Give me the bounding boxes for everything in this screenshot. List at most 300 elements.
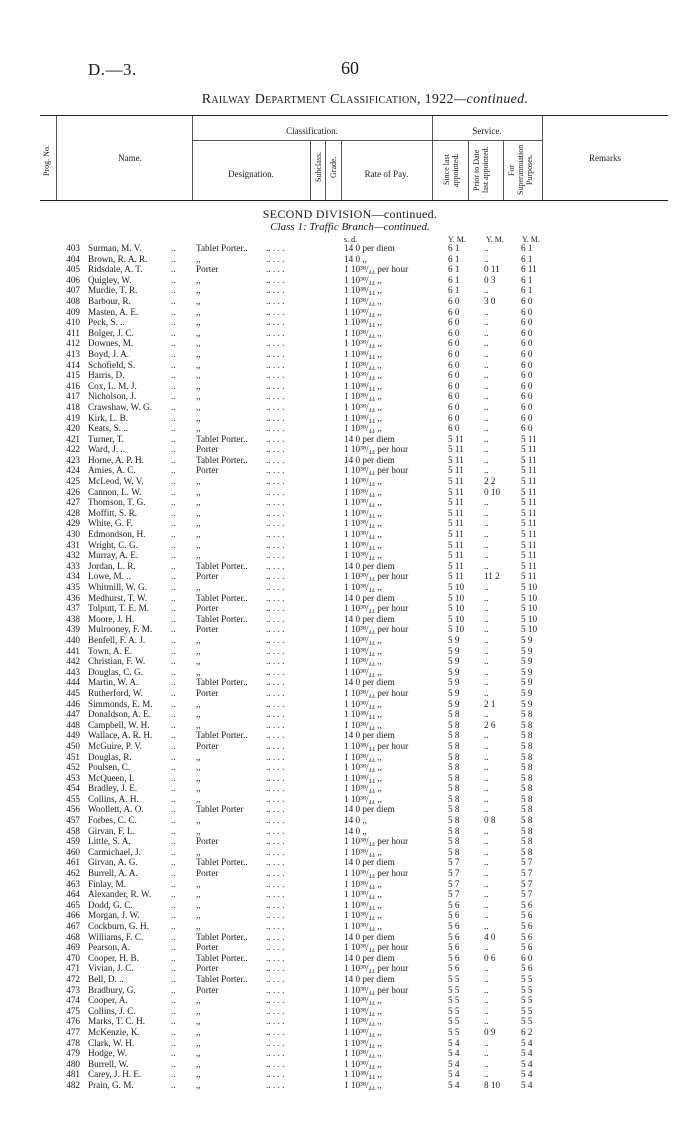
leader-dots: .. . . . <box>266 253 285 264</box>
designation-cell: ,, <box>196 656 201 667</box>
prog-no-cell: 455 <box>66 793 80 804</box>
rate-cell: 1 10³⁸/₄₄ ,, <box>344 645 382 656</box>
table-row <box>0 571 700 582</box>
leader-dots: .. <box>171 370 176 381</box>
leader-dots: .. . . . <box>266 529 285 540</box>
title-suffix: —continued. <box>453 92 529 107</box>
prog-no-cell: 419 <box>66 412 80 423</box>
leader-dots: .. <box>171 804 176 815</box>
since-last-cell: 6 0 <box>448 370 460 381</box>
leader-dots: .. <box>171 815 176 826</box>
since-last-cell: 5 11 <box>448 518 464 529</box>
title-text: Railway Department Classification, 1922 <box>201 92 454 107</box>
leader-dots: .. <box>171 687 176 698</box>
super-cell: 5 10 <box>521 592 538 603</box>
prior-cell: .. <box>484 645 489 656</box>
table-row <box>0 1080 700 1091</box>
super-cell: 5 5 <box>521 973 533 984</box>
table-row <box>0 752 700 763</box>
since-last-cell: 5 11 <box>448 497 464 508</box>
leader-dots: .. . . . <box>266 433 285 444</box>
name-cell: Turner, T. <box>88 433 124 444</box>
leader-dots: .. . . . <box>266 931 285 942</box>
designation-cell: ,, <box>196 412 201 423</box>
name-cell: Bell, D. .. <box>88 973 124 984</box>
leader-dots: .. . . . <box>266 550 285 561</box>
rate-cell: 1 10³⁸/₄₄ ,, <box>344 550 382 561</box>
prior-cell: .. <box>484 1016 489 1027</box>
super-cell: 5 11 <box>521 444 537 455</box>
leader-dots: .. . . . <box>266 454 285 465</box>
table-row <box>0 794 700 805</box>
leader-dots: .. <box>171 921 176 931</box>
designation-cell: Porter <box>196 984 219 995</box>
prior-cell: .. <box>484 465 489 476</box>
header-designation: Designation. <box>228 169 274 179</box>
prog-no-cell: 451 <box>66 751 80 762</box>
since-last-cell: 5 9 <box>448 645 460 656</box>
since-last-cell: 5 9 <box>448 656 460 667</box>
leader-dots: .. <box>171 338 176 349</box>
table-row <box>0 1059 700 1070</box>
rate-cell: 1 10³⁸/₄₄ ,, <box>344 889 382 900</box>
leader-dots: .. . . . <box>266 423 285 434</box>
header-prog-no: Prog. No. <box>42 145 51 177</box>
prior-cell: .. <box>484 793 489 804</box>
rate-cell: 1 10³⁸/₄₄ ,, <box>344 370 382 381</box>
rate-cell: 14 0 per diem <box>344 243 395 253</box>
designation-cell: ,, <box>196 762 201 773</box>
table-body <box>0 243 700 1091</box>
name-cell: Douglas, C. G. <box>88 666 143 677</box>
leader-dots: .. <box>171 995 176 1006</box>
leader-dots: .. <box>171 274 176 285</box>
super-cell: 5 9 <box>521 645 533 656</box>
table-row <box>0 836 700 847</box>
prog-no-cell: 435 <box>66 582 80 592</box>
designation-cell: ,, <box>196 370 201 381</box>
leader-dots: .. <box>171 1037 176 1048</box>
designation-cell: ,, <box>196 910 201 921</box>
table-row <box>0 381 700 392</box>
table-row <box>0 1016 700 1027</box>
prior-cell: .. <box>484 401 489 412</box>
table-row <box>0 868 700 879</box>
designation-cell: ,, <box>196 878 201 889</box>
table-row <box>0 550 700 561</box>
prog-no-cell: 457 <box>66 815 80 826</box>
super-cell: 5 11 <box>521 465 537 476</box>
since-last-cell: 6 1 <box>448 253 460 264</box>
leader-dots: .. . . . <box>266 1016 285 1027</box>
since-last-cell: 5 5 <box>448 973 460 984</box>
leader-dots: .. . . . <box>266 391 285 402</box>
super-cell: 5 8 <box>521 719 533 730</box>
leader-dots: .. . . . <box>266 603 285 614</box>
table-row <box>0 275 700 286</box>
since-last-cell: 5 11 <box>448 433 464 444</box>
prior-cell: .. <box>484 253 489 264</box>
table-row <box>0 857 700 868</box>
prog-no-cell: 481 <box>66 1069 80 1080</box>
since-last-cell: 6 1 <box>448 243 460 253</box>
prog-no-cell: 475 <box>66 1005 80 1016</box>
super-cell: 5 7 <box>521 889 533 900</box>
rate-cell: 1 10³⁸/₄₄ ,, <box>344 391 382 402</box>
prior-cell: .. <box>484 963 489 974</box>
prior-cell: .. <box>484 1069 489 1080</box>
rate-cell: 1 10³⁸/₄₄ ,, <box>344 899 382 910</box>
since-last-cell: 6 0 <box>448 423 460 434</box>
designation-cell: ,, <box>196 486 201 497</box>
table-row <box>0 529 700 540</box>
name-cell: Benfell, F. A. J. <box>88 634 146 645</box>
prog-no-cell: 464 <box>66 889 80 900</box>
leader-dots: .. <box>171 825 176 836</box>
super-cell: 5 5 <box>521 1005 533 1016</box>
designation-cell: ,, <box>196 1058 201 1069</box>
prog-no-cell: 424 <box>66 465 80 476</box>
prog-no-cell: 410 <box>66 317 80 328</box>
prior-cell: .. <box>484 338 489 349</box>
prog-no-cell: 467 <box>66 921 80 931</box>
table-row <box>0 561 700 572</box>
leader-dots: .. . . . <box>266 412 285 423</box>
since-last-cell: 5 6 <box>448 952 460 963</box>
leader-dots: .. <box>171 582 176 592</box>
prior-cell: .. <box>484 677 489 688</box>
rate-cell: 14 0 per diem <box>344 730 395 741</box>
leader-dots: .. <box>171 253 176 264</box>
name-cell: Tolputt, T. E. M. <box>88 603 150 614</box>
leader-dots: .. . . . <box>266 274 285 285</box>
super-cell: 5 8 <box>521 772 533 783</box>
since-last-cell: 5 11 <box>448 550 464 561</box>
prior-cell: .. <box>484 942 489 953</box>
rate-cell: 1 10³⁸/₄₄ ,, <box>344 348 382 359</box>
super-cell: 5 9 <box>521 698 533 709</box>
rate-cell: 1 10³⁸/₄₄ per hour <box>344 624 409 635</box>
prog-no-cell: 462 <box>66 868 80 879</box>
prog-no-cell: 406 <box>66 274 80 285</box>
super-cell: 5 8 <box>521 740 533 751</box>
name-cell: Cooper, H. B. <box>88 952 139 963</box>
super-cell: 5 11 <box>521 454 537 465</box>
name-cell: McQueen, I. <box>88 772 135 783</box>
prog-no-cell: 448 <box>66 719 80 730</box>
name-cell: Masten, A. E. <box>88 306 139 317</box>
leader-dots: .. <box>171 571 176 582</box>
prog-no-cell: 471 <box>66 963 80 974</box>
since-last-cell: 5 8 <box>448 740 460 751</box>
name-cell: Morgan, J. W. <box>88 910 140 921</box>
leader-dots: .. . . . <box>266 645 285 656</box>
rate-cell: 1 10³⁸/₄₄ ,, <box>344 1048 382 1059</box>
designation-cell: ,, <box>196 899 201 910</box>
prog-no-cell: 409 <box>66 306 80 317</box>
since-last-cell: 5 11 <box>448 465 464 476</box>
rate-cell: 14 0 per diem <box>344 952 395 963</box>
since-last-cell: 5 4 <box>448 1069 460 1080</box>
name-cell: Cooper, A. <box>88 995 128 1006</box>
super-cell: 5 8 <box>521 815 533 826</box>
rate-cell: 1 10³⁸/₄₄ per hour <box>344 740 409 751</box>
prior-cell: .. <box>484 804 489 815</box>
since-last-cell: 5 11 <box>448 539 464 550</box>
rate-units: s. d. <box>344 235 358 244</box>
prior-cell: .. <box>484 327 489 338</box>
leader-dots: .. . . . <box>266 836 285 847</box>
leader-dots: .. . . . <box>266 878 285 889</box>
since-last-cell: 5 4 <box>448 1058 460 1069</box>
rate-cell: 14 0 per diem <box>344 677 395 688</box>
prog-no-cell: 458 <box>66 825 80 836</box>
leader-dots: .. . . . <box>266 1037 285 1048</box>
designation-cell: ,, <box>196 751 201 762</box>
rate-cell: 1 10³⁸/₄₄ ,, <box>344 666 382 677</box>
prior-cell: .. <box>484 529 489 540</box>
table-row <box>0 942 700 953</box>
super-cell: 5 9 <box>521 656 533 667</box>
since-last-cell: 5 6 <box>448 899 460 910</box>
leader-dots: .. . . . <box>266 942 285 953</box>
prior-cell: .. <box>484 507 489 518</box>
leader-dots: .. <box>171 391 176 402</box>
name-cell: Cannon, L. W. <box>88 486 142 497</box>
super-cell: 5 11 <box>521 433 537 444</box>
table-row <box>0 614 700 625</box>
table-row <box>0 264 700 275</box>
rate-cell: 1 10³⁸/₄₄ ,, <box>344 762 382 773</box>
prior-cell: 0 11 <box>484 264 500 275</box>
prog-no-cell: 482 <box>66 1079 80 1090</box>
name-cell: Barbour, R. <box>88 295 131 306</box>
rate-cell: 1 10³⁸/₄₄ ,, <box>344 1079 382 1090</box>
super-cell: 5 6 <box>521 931 533 942</box>
prog-no-cell: 456 <box>66 804 80 815</box>
since-last-cell: 6 1 <box>448 274 460 285</box>
super-cell: 6 0 <box>521 952 533 963</box>
leader-dots: .. . . . <box>266 401 285 412</box>
leader-dots: .. <box>171 656 176 667</box>
leader-dots: .. <box>171 592 176 603</box>
since-last-cell: 5 10 <box>448 592 465 603</box>
rate-cell: 1 10³⁸/₄₄ ,, <box>344 1058 382 1069</box>
prog-no-cell: 440 <box>66 634 80 645</box>
leader-dots: .. . . . <box>266 243 285 253</box>
designation-cell: Porter <box>196 963 219 974</box>
prog-no-cell: 407 <box>66 285 80 296</box>
table-row <box>0 635 700 646</box>
leader-dots: .. . . . <box>266 486 285 497</box>
prog-no-cell: 437 <box>66 603 80 614</box>
super-cell: 6 0 <box>521 370 533 381</box>
designation-cell: ,, <box>196 529 201 540</box>
designation-cell: Porter <box>196 624 219 635</box>
super-cell: 6 0 <box>521 412 533 423</box>
leader-dots: .. <box>171 762 176 773</box>
prior-cell: 0 6 <box>484 952 496 963</box>
name-cell: Finlay, M. <box>88 878 126 889</box>
leader-dots: .. <box>171 709 176 720</box>
prior-units: Y. M. <box>486 235 504 244</box>
designation-cell: Porter <box>196 740 219 751</box>
table-row <box>0 413 700 424</box>
prior-cell: .. <box>484 550 489 561</box>
super-cell: 5 8 <box>521 836 533 847</box>
super-cell: 6 0 <box>521 359 533 370</box>
table-header <box>40 115 668 201</box>
leader-dots: .. . . . <box>266 624 285 635</box>
designation-cell: ,, <box>196 476 201 487</box>
name-cell: Keats, S. .. <box>88 423 128 434</box>
leader-dots: .. . . . <box>266 963 285 974</box>
name-cell: McKenzie, K. <box>88 1026 140 1037</box>
rate-cell: 14 0 per diem <box>344 973 395 984</box>
prior-cell: .. <box>484 285 489 296</box>
rate-cell: 1 10³⁸/₄₄ per hour <box>344 687 409 698</box>
leader-dots: .. . . . <box>266 709 285 720</box>
name-cell: Wallace, A. R. H. <box>88 730 153 741</box>
super-cell: 5 11 <box>521 476 537 487</box>
prog-no-cell: 412 <box>66 338 80 349</box>
super-cell: 6 0 <box>521 317 533 328</box>
leader-dots: .. <box>171 857 176 868</box>
since-last-cell: 5 6 <box>448 921 460 931</box>
rate-cell: 1 10³⁸/₄₄ ,, <box>344 295 382 306</box>
division-heading: SECOND DIVISION—continued. <box>262 207 438 221</box>
designation-cell: Porter <box>196 942 219 953</box>
leader-dots: .. . . . <box>266 1048 285 1059</box>
name-cell: Simmonds, E. M. <box>88 698 153 709</box>
header-grade: Grade. <box>329 156 338 178</box>
rate-cell: 1 10³⁸/₄₄ per hour <box>344 963 409 974</box>
rate-cell: 1 10³⁸/₄₄ ,, <box>344 1016 382 1027</box>
rate-cell: 14 0 per diem <box>344 454 395 465</box>
prior-cell: 0 10 <box>484 486 501 497</box>
name-cell: Bradbury, G. <box>88 984 136 995</box>
leader-dots: .. <box>171 401 176 412</box>
since-last-cell: 5 8 <box>448 825 460 836</box>
designation-cell: ,, <box>196 634 201 645</box>
leader-dots: .. <box>171 380 176 391</box>
prog-no-cell: 436 <box>66 592 80 603</box>
prog-no-cell: 425 <box>66 476 80 487</box>
leader-dots: .. <box>171 497 176 508</box>
leader-dots: .. . . . <box>266 783 285 794</box>
designation-cell: ,, <box>196 338 201 349</box>
prior-cell: .. <box>484 497 489 508</box>
name-cell: Moore, J. H. <box>88 613 135 624</box>
prior-cell: 3 0 <box>484 295 496 306</box>
designation-cell: Porter <box>196 444 219 455</box>
since-last-cell: 5 11 <box>448 529 464 540</box>
table-row <box>0 677 700 688</box>
rate-cell: 1 10³⁸/₄₄ ,, <box>344 772 382 783</box>
leader-dots: .. . . . <box>266 380 285 391</box>
table-row <box>0 423 700 434</box>
prog-no-cell: 447 <box>66 709 80 720</box>
designation-cell: ,, <box>196 825 201 836</box>
since-last-cell: 6 0 <box>448 359 460 370</box>
leader-dots: .. <box>171 836 176 847</box>
super-cell: 6 1 <box>521 285 533 296</box>
since-last-cell: 5 8 <box>448 709 460 720</box>
since-last-cell: 6 0 <box>448 317 460 328</box>
table-row <box>0 497 700 508</box>
prog-no-cell: 444 <box>66 677 80 688</box>
name-cell: Bolger, J. C. <box>88 327 134 338</box>
super-cell: 5 6 <box>521 910 533 921</box>
leader-dots: .. . . . <box>266 687 285 698</box>
since-last-cell: 5 9 <box>448 687 460 698</box>
designation-cell: ,, <box>196 327 201 338</box>
rate-cell: 1 10³⁸/₄₄ ,, <box>344 1026 382 1037</box>
table-row <box>0 1048 700 1059</box>
prior-cell: .. <box>484 1048 489 1059</box>
super-cell: 5 11 <box>521 529 537 540</box>
since-last-cell: 5 11 <box>448 571 464 582</box>
table-row <box>0 762 700 773</box>
since-last-cell: 6 0 <box>448 412 460 423</box>
prog-no-cell: 468 <box>66 931 80 942</box>
leader-dots: .. . . . <box>266 1026 285 1037</box>
name-cell: Boyd, J. A. <box>88 348 130 359</box>
leader-dots: .. . . . <box>266 793 285 804</box>
super-cell: 6 11 <box>521 264 537 275</box>
rate-cell: 1 10³⁸/₄₄ ,, <box>344 698 382 709</box>
rate-cell: 1 10³⁸/₄₄ ,, <box>344 274 382 285</box>
prog-no-cell: 428 <box>66 507 80 518</box>
designation-cell: Porter <box>196 571 219 582</box>
since-last-cell: 5 7 <box>448 878 460 889</box>
table-row <box>0 847 700 858</box>
prior-cell: .. <box>484 878 489 889</box>
name-cell: Brown, R. A. R. <box>88 253 148 264</box>
designation-cell: Porter <box>196 868 219 879</box>
leader-dots: .. . . . <box>266 698 285 709</box>
name-cell: Christian, F. W. <box>88 656 146 667</box>
since-last-cell: 5 11 <box>448 444 464 455</box>
name-cell: Prain, G. M. <box>88 1079 134 1090</box>
table-row <box>0 688 700 699</box>
prior-cell: .. <box>484 868 489 879</box>
name-cell: Nicholson, J. <box>88 391 137 402</box>
designation-cell: ,, <box>196 1037 201 1048</box>
prog-no-cell: 417 <box>66 391 80 402</box>
name-cell: Burrell, W. <box>88 1058 129 1069</box>
since-last-cell: 5 4 <box>448 1079 460 1090</box>
rate-cell: 1 10³⁸/₄₄ ,, <box>344 793 382 804</box>
table-row <box>0 1069 700 1080</box>
name-cell: McGuire, P. V. <box>88 740 143 751</box>
header-prior-to: Prior to Date last appointed. <box>472 146 490 194</box>
since-last-cell: 6 0 <box>448 401 460 412</box>
name-cell: Girvan, F. L. <box>88 825 135 836</box>
leader-dots: .. <box>171 952 176 963</box>
designation-cell: ,, <box>196 401 201 412</box>
table-row <box>0 953 700 964</box>
table-row <box>0 624 700 635</box>
designation-cell: ,, <box>196 274 201 285</box>
prior-cell: .. <box>484 454 489 465</box>
designation-cell: ,, <box>196 1016 201 1027</box>
table-row <box>0 773 700 784</box>
name-cell: Horne, A. P. H. <box>88 454 144 465</box>
prior-cell: .. <box>484 984 489 995</box>
prog-no-cell: 427 <box>66 497 80 508</box>
name-cell: Murray, A. E. <box>88 550 139 561</box>
